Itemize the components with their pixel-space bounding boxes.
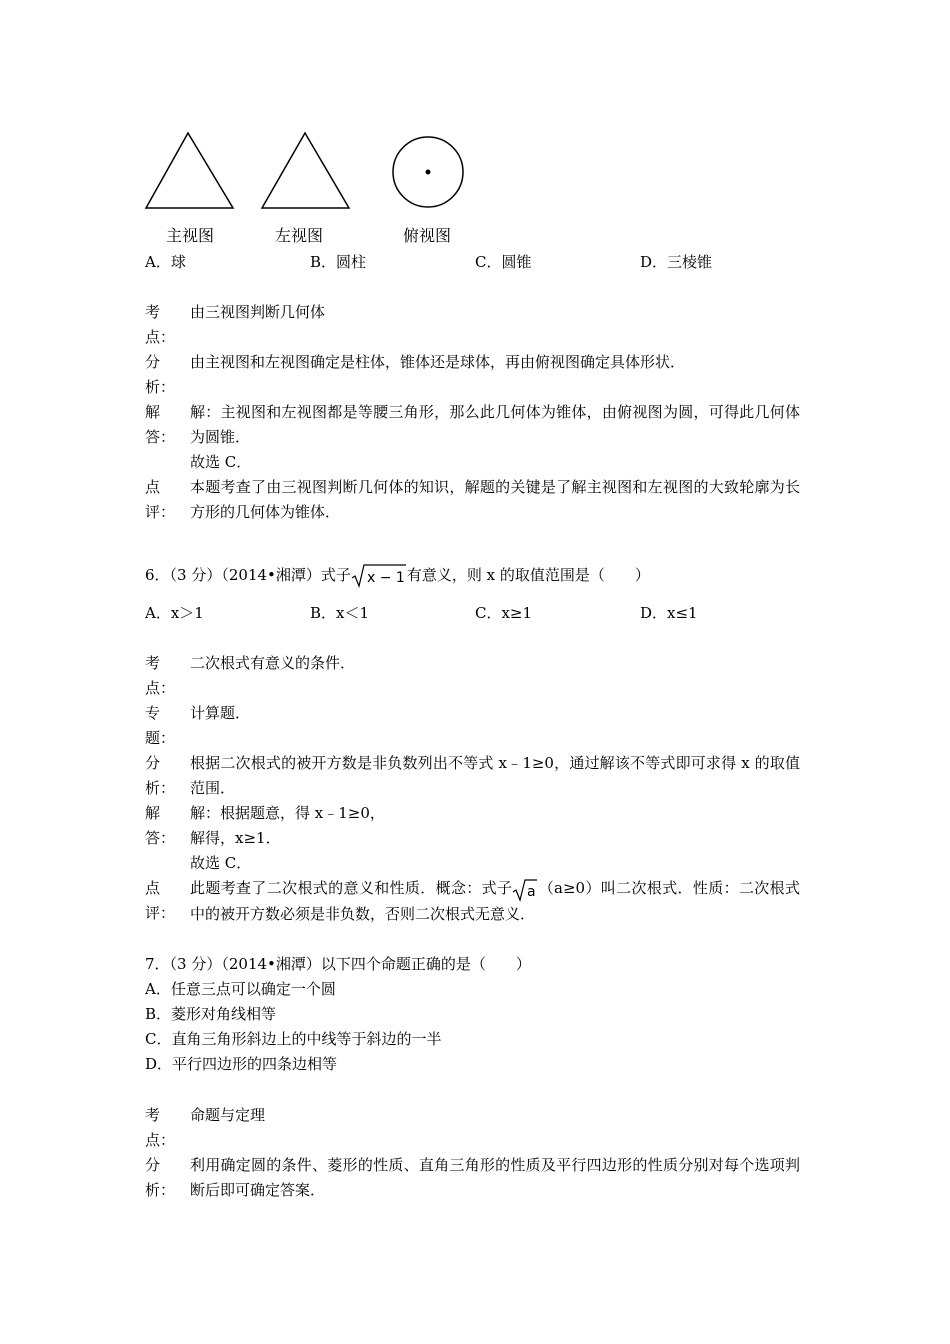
front-view-label: 主视图: [166, 226, 215, 245]
q6-jieda-label: 解 答：: [145, 804, 176, 847]
sqrt-x-minus-1: [351, 563, 407, 589]
q6-dianping-label: 点 评：: [145, 879, 176, 922]
q6-comment-radicand: a: [527, 883, 536, 900]
front-view-triangle: [146, 133, 233, 208]
q6-zhuanti-content: 计算题．: [190, 704, 251, 722]
q6-fenxi-label: 分 析：: [145, 754, 176, 797]
q7-option-a: A．任意三点可以确定一个圆: [145, 980, 336, 998]
q5-jieda-content: 解：主视图和左视图都是等腰三角形，那么此几何体为锥体，由俯视图为圆，可得此几何体为圆锥． 故选 C．: [190, 403, 800, 471]
q7-fenxi-label: 分 析：: [145, 1156, 176, 1199]
q6-jieda-content: 解：根据题意，得 x﹣1≥0， 解得，x≥1． 故选 C．: [190, 804, 385, 872]
q5-option-b: B．圆柱: [310, 253, 367, 271]
left-view-triangle: [262, 133, 349, 208]
q6-fenxi-content: 根据二次根式的被开方数是非负数列出不等式 x﹣1≥0，通过解该不等式即可求得 x 的取值范围．: [190, 754, 800, 797]
q5-option-c: C．圆锥: [475, 253, 532, 271]
q6-radicand: x − 1: [366, 570, 405, 586]
q6-kaodian-label: 考 点：: [145, 654, 176, 697]
q7-kaodian-label: 考 点：: [145, 1106, 176, 1149]
top-view-label: 俯视图: [403, 226, 452, 245]
q6-option-d: D．x≤1: [640, 604, 698, 622]
q6-option-c: C．x≥1: [475, 604, 533, 622]
q7-option-c: C．直角三角形斜边上的中线等于斜边的一半: [145, 1030, 442, 1048]
q5-jieda-label: 解 答：: [145, 403, 176, 446]
q7-fenxi-content: 利用确定圆的条件、菱形的性质、直角三角形的性质及平行四边形的性质分别对每个选项判断后即可确定答案．: [190, 1156, 800, 1199]
q5-dianping-content: 本题考查了由三视图判断几何体的知识，解题的关键是了解主视图和左视图的大致轮廓为长方形的几何体为锥体．: [190, 478, 800, 521]
q5-kaodian-content: 由三视图判断几何体: [190, 303, 326, 321]
q6-stem: 6．（3 分）（2014•湘潭）式子 x − 1 有意义，则 x 的取值范围是（ ）: [145, 563, 650, 589]
q6-dianping-content: 此题考查了二次根式的意义和性质．概念：式子 a （a≥0）叫二次根式．性质：二次根式中的被开方数必须是非负数，否则二次根式无意义．: [190, 876, 800, 927]
top-view-center-dot: [426, 170, 431, 175]
q6-kaodian-content: 二次根式有意义的条件．: [190, 654, 356, 672]
q5-option-d: D．三棱锥: [640, 253, 713, 271]
q7-option-d: D．平行四边形的四条边相等: [145, 1055, 338, 1073]
q6-zhuanti-label: 专 题：: [145, 704, 176, 747]
q7-option-b: B．菱形对角线相等: [145, 1005, 277, 1023]
q5-fenxi-label: 分 析：: [145, 353, 176, 396]
q5-kaodian-label: 考 点：: [145, 303, 176, 346]
three-views-figure: [140, 125, 480, 220]
sqrt-a: [512, 877, 538, 902]
q6-option-b: B．x＜1: [310, 604, 370, 622]
q7-kaodian-content: 命题与定理: [190, 1106, 266, 1124]
left-view-label: 左视图: [275, 226, 324, 245]
q7-stem: 7．（3 分）（2014•湘潭）以下四个命题正确的是（ ）: [145, 955, 531, 973]
q5-dianping-label: 点 评：: [145, 478, 176, 521]
q5-fenxi-content: 由主视图和左视图确定是柱体，锥体还是球体，再由俯视图确定具体形状．: [190, 353, 686, 371]
q5-option-a: A．球: [145, 253, 186, 271]
q6-option-a: A．x＞1: [145, 604, 204, 622]
